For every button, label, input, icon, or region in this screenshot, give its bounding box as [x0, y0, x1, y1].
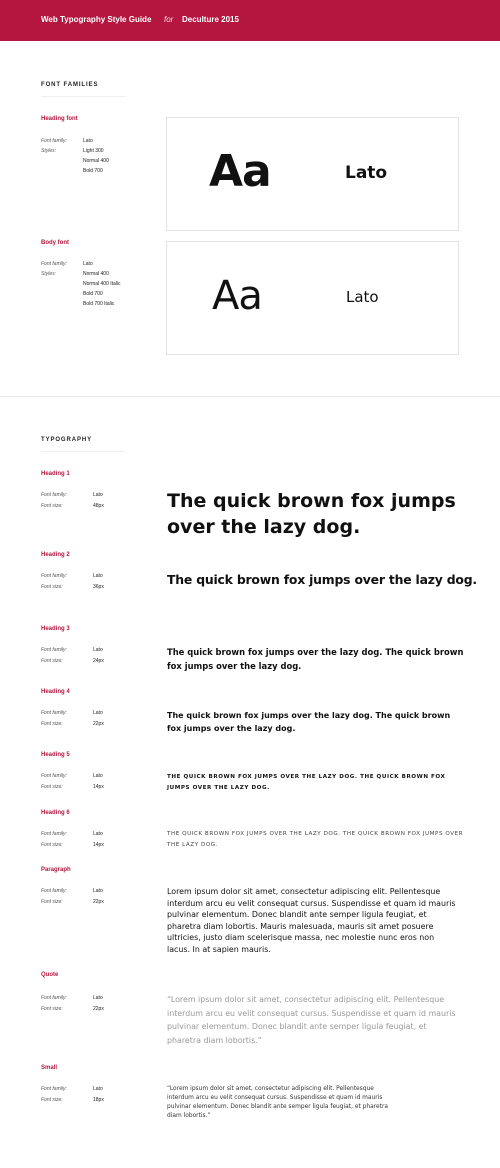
heading-font-styles-key: Styles:	[41, 148, 57, 154]
font-size-key: Font size:	[41, 721, 63, 727]
font-family-key: Font family:	[41, 831, 67, 837]
heading-3-sample: The quick brown fox jumps over the lazy dog. The quick brown fox jumps over the lazy dog.	[167, 647, 464, 671]
section-rule	[41, 451, 125, 452]
type-label: Small	[41, 1065, 58, 1071]
body-font-family-key: Font family:	[41, 261, 67, 267]
guide-title: Web Typography Style Guide	[41, 15, 152, 24]
font-size-key: Font size:	[41, 503, 63, 509]
type-label: Heading 4	[41, 689, 70, 695]
font-families-title: FONT FAMILIES	[41, 82, 99, 88]
font-family-value: Lato	[93, 831, 103, 837]
font-family-key: Font family:	[41, 492, 67, 498]
section-rule	[41, 96, 125, 97]
heading-4-sample: The quick brown fox jumps over the lazy dog. The quick brown fox jumps over the lazy dog.	[167, 711, 451, 733]
small-sample: “Lorem ipsum dolor sit amet, consectetur adipiscing elit. Pellentesque interdum arcu eu velit consequat cursus. Suspendisse et quam id mauris pulvinar elementum. Donec blandit ante semper ligula feugiat, et pharetra diam lobortis.”	[167, 1086, 388, 1119]
font-family-key: Font family:	[41, 1086, 67, 1092]
font-family-value: Lato	[93, 647, 103, 653]
font-size-key: Font size:	[41, 842, 63, 848]
font-family-key: Font family:	[41, 573, 67, 579]
type-label: Paragraph	[41, 867, 71, 873]
font-family-value: Lato	[93, 773, 103, 779]
type-label: Heading 6	[41, 810, 70, 816]
heading-font-name: Lato	[345, 163, 388, 183]
heading-font-style: Normal 400	[83, 158, 109, 164]
quote-sample: “Lorem ipsum dolor sit amet, consectetur adipiscing elit. Pellentesque interdum arcu eu velit consequat cursus. Suspendisse et quam id mauris pulvinar elementum. Donec blandit ante semper ligula feugiat, et pharetra diam lobortis.”	[167, 995, 456, 1045]
font-size-key: Font size:	[41, 658, 63, 664]
font-size-value: 24px	[93, 658, 104, 664]
section-divider	[0, 396, 500, 397]
type-label: Heading 5	[41, 752, 70, 758]
font-family-key: Font family:	[41, 647, 67, 653]
body-font-label: Body font	[41, 240, 69, 246]
font-family-key: Font family:	[41, 710, 67, 716]
typography-title: TYPOGRAPHY	[41, 437, 93, 443]
heading-font-style: Light 300	[83, 148, 104, 154]
project-name: Deculture 2015	[182, 15, 239, 24]
font-size-value: 22px	[93, 721, 104, 727]
font-family-key: Font family:	[41, 888, 67, 894]
font-family-value: Lato	[93, 492, 103, 498]
font-size-value: 36px	[93, 584, 104, 590]
heading-5-sample: THE QUICK BROWN FOX JUMPS OVER THE LAZY DOG. THE QUICK BROWN FOX JUMPS OVER THE LAZY DOG.	[167, 774, 446, 791]
heading-font-family-key: Font family:	[41, 138, 67, 144]
body-font-style: Bold 700	[83, 291, 103, 297]
font-family-value: Lato	[93, 995, 103, 1001]
body-font-styles-key: Styles:	[41, 271, 57, 277]
font-size-value: 22px	[93, 899, 104, 905]
font-size-value: 48px	[93, 503, 104, 509]
font-size-value: 22px	[93, 1006, 104, 1012]
font-size-value: 14px	[93, 784, 104, 790]
font-family-value: Lato	[93, 573, 103, 579]
font-size-key: Font size:	[41, 1097, 63, 1103]
heading-font-family-value: Lato	[83, 138, 93, 144]
font-size-value: 18px	[93, 1097, 104, 1103]
font-size-key: Font size:	[41, 899, 63, 905]
body-font-family-value: Lato	[83, 261, 93, 267]
top-bar	[0, 0, 500, 41]
heading-font-label: Heading font	[41, 116, 78, 122]
font-size-value: 14px	[93, 842, 104, 848]
heading-font-preview	[166, 117, 459, 231]
paragraph-sample: Lorem ipsum dolor sit amet, consectetur adipiscing elit. Pellentesque interdum arcu eu velit consequat cursus. Suspendisse et quam id mauris pulvinar elementum. Donec blandit ante semper ligula feugiat, et pharetra diam lobortis. Mauris malesuada, mauris sit amet posuere ultricies, justo diam scelerisque massa, nec molestie nunc eros non lacus. In at sapien mauris.	[167, 887, 456, 954]
body-font-preview	[166, 241, 459, 355]
heading-6-sample: THE QUICK BROWN FOX JUMPS OVER THE LAZY DOG. THE QUICK BROWN FOX JUMPS OVER THE LAZY DOG.	[167, 831, 464, 848]
heading-2-sample: The quick brown fox jumps over the lazy dog.	[167, 572, 477, 587]
font-size-key: Font size:	[41, 784, 63, 790]
body-font-style: Normal 400 Italic	[83, 281, 121, 287]
heading-font-glyph: Aa	[209, 146, 271, 197]
body-font-style: Normal 400	[83, 271, 109, 277]
font-family-value: Lato	[93, 1086, 103, 1092]
heading-font-style: Bold 700	[83, 168, 103, 174]
type-label: Heading 3	[41, 626, 70, 632]
font-family-key: Font family:	[41, 995, 67, 1001]
for-label: for	[164, 15, 174, 24]
body-font-name: Lato	[346, 288, 379, 306]
body-font-style: Bold 700 Italic	[83, 301, 115, 307]
body-font-glyph: Aa	[212, 273, 262, 319]
font-family-value: Lato	[93, 710, 103, 716]
font-family-value: Lato	[93, 888, 103, 894]
heading-1-sample: The quick brown fox jumps over the lazy dog.	[167, 490, 456, 538]
type-label: Heading 2	[41, 552, 70, 558]
font-size-key: Font size:	[41, 1006, 63, 1012]
font-size-key: Font size:	[41, 584, 63, 590]
type-label: Quote	[41, 972, 59, 978]
type-label: Heading 1	[41, 471, 70, 477]
font-family-key: Font family:	[41, 773, 67, 779]
